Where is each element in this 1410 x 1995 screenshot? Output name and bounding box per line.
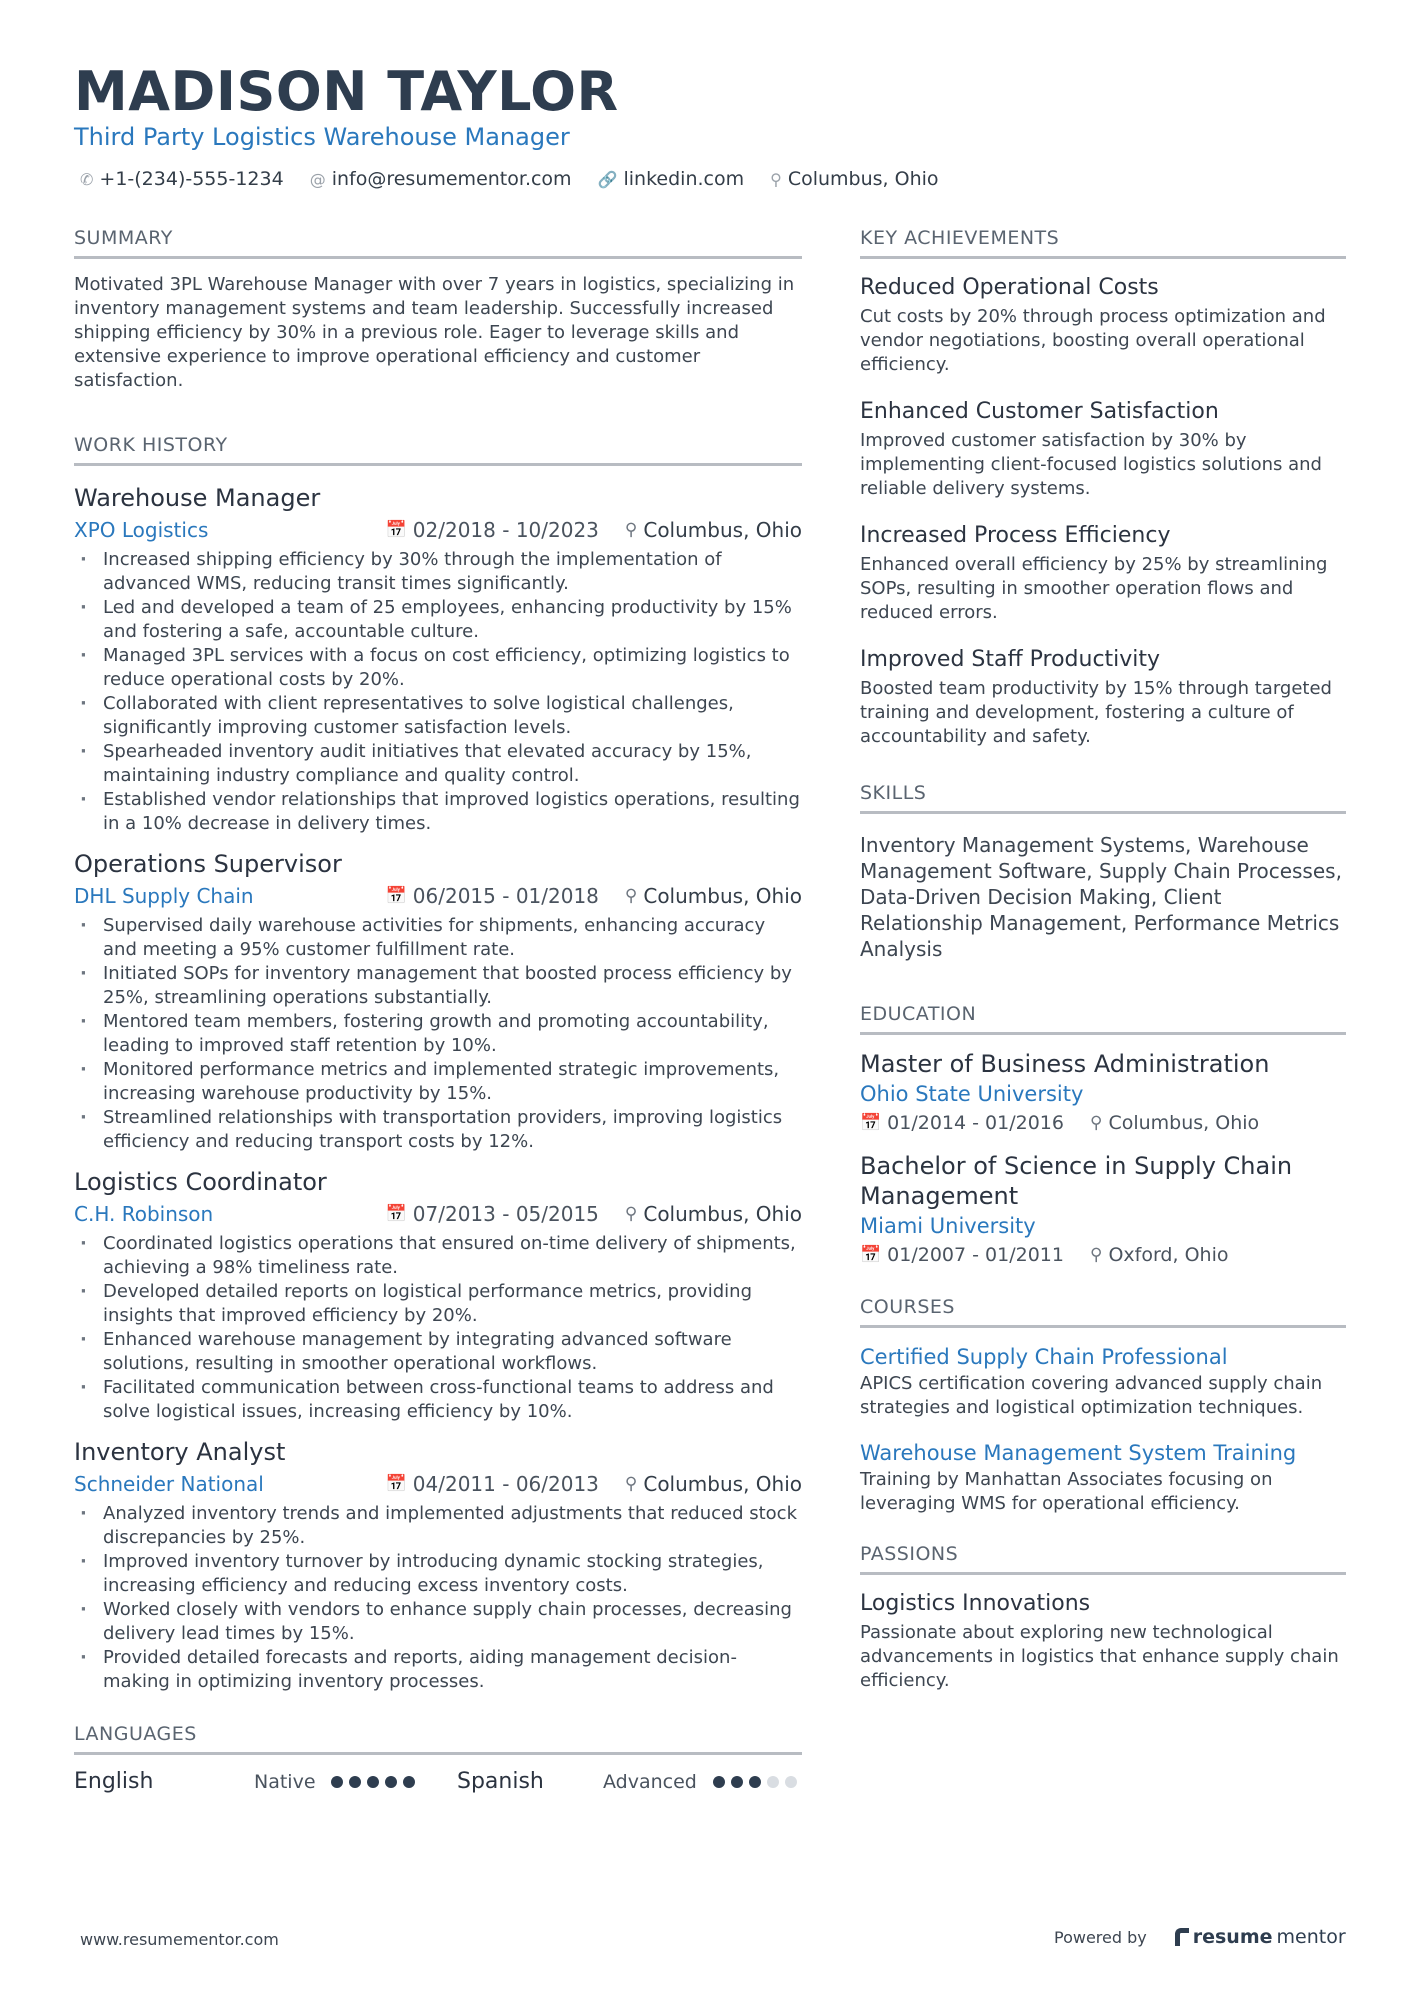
candidate-title: Third Party Logistics Warehouse Manager	[74, 123, 570, 151]
job-bullet: · Mentored team members, fostering growth and promoting accountability, leading to improved staff retention by 10%.	[74, 1010, 802, 1058]
location-pin-icon: ⚲	[1089, 1245, 1103, 1265]
job-title: Warehouse Manager	[74, 484, 321, 512]
job-dates	[386, 1200, 599, 1228]
achievement-item	[860, 645, 1346, 749]
footer-branding	[1054, 1926, 1346, 1948]
job-dates	[386, 882, 599, 910]
course-text: Training by Manhattan Associates focusing on leveraging WMS for operational efficiency.	[860, 1469, 1273, 1514]
job-bullet: · Developed detailed reports on logistical performance metrics, providing insights that improved efficiency by 20%.	[74, 1280, 802, 1328]
rating-dot-empty	[767, 1776, 779, 1788]
job-dates	[386, 516, 599, 544]
rating-dot-filled	[349, 1776, 361, 1788]
location-pin-icon: ⚲	[624, 886, 638, 906]
languages-heading: LANGUAGES	[74, 1722, 802, 1755]
education-meta	[860, 1241, 1346, 1269]
job-location	[625, 1470, 802, 1498]
candidate-name: MADISON TAYLOR	[74, 60, 619, 123]
achievement-text: Enhanced overall efficiency by 25% by streamlining SOPs, resulting in smoother operation flows and reduced errors.	[860, 554, 1328, 623]
passion-item	[860, 1589, 1346, 1693]
job-location-text: Columbus, Ohio	[643, 1472, 802, 1496]
calendar-icon: 📅	[385, 886, 407, 906]
course-item	[860, 1342, 1346, 1420]
phone-text: +1-(234)-555-1234	[99, 168, 284, 190]
job-meta	[74, 882, 802, 910]
achievement-title: Reduced Operational Costs	[860, 275, 1159, 300]
contact-bar	[80, 168, 939, 190]
job-bullet: · Enhanced warehouse management by integrating advanced software solutions, resulting in smoother operational workflows.	[74, 1328, 802, 1376]
job-meta	[74, 1200, 802, 1228]
location-pin-icon: ⚲	[1089, 1113, 1103, 1133]
education-dates-text: 01/2014 - 01/2016	[887, 1112, 1064, 1134]
brand-bold-text: resume	[1192, 1926, 1273, 1948]
education-school: Ohio State University	[860, 1082, 1084, 1106]
passions-section	[860, 1542, 1346, 1693]
passion-title: Logistics Innovations	[860, 1591, 1091, 1616]
job-location	[625, 1200, 802, 1228]
course-text: APICS certification covering advanced supply chain strategies and logistical optimization techniques.	[860, 1373, 1323, 1418]
language-name: Spanish	[457, 1769, 544, 1794]
footer-website[interactable]: www.resumementor.com	[80, 1930, 279, 1949]
achievement-title: Increased Process Efficiency	[860, 523, 1171, 548]
education-dates	[860, 1241, 1064, 1269]
rating-dot-filled	[731, 1776, 743, 1788]
summary-heading: SUMMARY	[74, 226, 802, 259]
rating-dot-filled	[749, 1776, 761, 1788]
location-pin-icon: ⚲	[624, 1474, 638, 1494]
job-location	[625, 516, 802, 544]
at-icon: @	[309, 169, 326, 189]
job-bullets	[74, 1232, 802, 1424]
education-location-text: Oxford, Ohio	[1108, 1244, 1229, 1266]
rating-dot-empty	[785, 1776, 797, 1788]
right-column	[860, 226, 1346, 1713]
powered-by-label: Powered by	[1054, 1927, 1147, 1947]
job-title: Logistics Coordinator	[74, 1168, 327, 1196]
passions-heading: PASSIONS	[860, 1542, 1346, 1575]
courses-heading: COURSES	[860, 1295, 1346, 1328]
job-entry	[74, 1436, 802, 1694]
rating-dot-filled	[713, 1776, 725, 1788]
achievement-title: Enhanced Customer Satisfaction	[860, 399, 1219, 424]
language-name: English	[74, 1769, 154, 1794]
rating-dot-filled	[331, 1776, 343, 1788]
education-location-text: Columbus, Ohio	[1108, 1112, 1260, 1134]
calendar-icon: 📅	[860, 1113, 882, 1133]
achievement-text: Improved customer satisfaction by 30% by implementing client-focused logistics solutions and reliable delivery systems.	[860, 430, 1322, 499]
achievement-item	[860, 273, 1346, 377]
education-dates	[860, 1109, 1064, 1137]
job-location	[625, 882, 802, 910]
achievement-text: Boosted team productivity by 15% through targeted training and development, fostering a culture of accountability and safety.	[860, 678, 1332, 747]
job-bullet: · Managed 3PL services with a focus on cost efficiency, optimizing logistics to reduce operational costs by 20%.	[74, 644, 802, 692]
location-pin-icon: ⚲	[624, 1204, 638, 1224]
rating-dot-filled	[403, 1776, 415, 1788]
work-history-heading: WORK HISTORY	[74, 433, 802, 466]
education-school: Miami University	[860, 1214, 1036, 1238]
job-bullet: · Initiated SOPs for inventory management that boosted process efficiency by 25%, streamlining operations substantially.	[74, 962, 802, 1010]
achievements-section	[860, 226, 1346, 749]
location-pin-icon: ⚲	[770, 169, 782, 189]
course-title: Warehouse Management System Training	[860, 1441, 1297, 1465]
job-bullet: · Provided detailed forecasts and reports, aiding management decision-making in optimizing inventory processes.	[74, 1646, 802, 1694]
email-text: info@resumementor.com	[331, 168, 572, 190]
education-degree: Master of Business Administration	[860, 1050, 1270, 1078]
linkedin-text: linkedin.com	[623, 168, 745, 190]
job-bullet: · Collaborated with client representatives to solve logistical challenges, significantly improving customer satisfaction levels.	[74, 692, 802, 740]
job-location-text: Columbus, Ohio	[643, 518, 802, 542]
education-item	[860, 1151, 1346, 1269]
skills-text: Inventory Management Systems, Warehouse Management Software, Supply Chain Processes, Data-Driven Decision Making, Client Relationship Management, Performance Metrics Analysis	[860, 833, 1342, 961]
left-column	[74, 226, 802, 1794]
language-level: Advanced	[603, 1770, 697, 1793]
job-title: Inventory Analyst	[74, 1438, 286, 1466]
job-bullet: · Spearheaded inventory audit initiatives that elevated accuracy by 15%, maintaining industry compliance and quality control.	[74, 740, 802, 788]
education-location	[1090, 1241, 1228, 1269]
job-title: Operations Supervisor	[74, 850, 342, 878]
job-bullet: · Coordinated logistics operations that ensured on-time delivery of shipments, achieving a 98% timeliness rate.	[74, 1232, 802, 1280]
rating-dot-filled	[385, 1776, 397, 1788]
languages-row	[74, 1769, 802, 1794]
job-location-text: Columbus, Ohio	[643, 884, 802, 908]
contact-linkedin[interactable]	[598, 168, 745, 190]
job-bullet: · Established vendor relationships that improved logistics operations, resulting in a 10% decrease in delivery times.	[74, 788, 802, 836]
job-bullets	[74, 914, 802, 1154]
job-entry	[74, 848, 802, 1154]
job-company: Schneider National	[74, 1472, 264, 1496]
job-bullet: · Facilitated communication between cross-functional teams to address and solve logistical issues, increasing efficiency by 10%.	[74, 1376, 802, 1424]
rating-dot-filled	[367, 1776, 379, 1788]
job-bullets	[74, 1502, 802, 1694]
contact-location	[770, 168, 938, 190]
job-dates	[386, 1470, 599, 1498]
contact-email[interactable]	[310, 168, 572, 190]
achievement-item	[860, 521, 1346, 625]
job-bullet: · Improved inventory turnover by introducing dynamic stocking strategies, increasing efficiency and reducing excess inventory costs.	[74, 1550, 802, 1598]
job-entry	[74, 482, 802, 836]
achievements-heading: KEY ACHIEVEMENTS	[860, 226, 1346, 259]
job-company: XPO Logistics	[74, 518, 209, 542]
calendar-icon: 📅	[385, 520, 407, 540]
courses-section	[860, 1295, 1346, 1516]
job-dates-text: 04/2011 - 06/2013	[412, 1472, 599, 1496]
education-item	[860, 1049, 1346, 1137]
language-rating	[331, 1776, 415, 1788]
job-bullet: · Increased shipping efficiency by 30% through the implementation of advanced WMS, reducing transit times significantly.	[74, 548, 802, 596]
course-item	[860, 1438, 1346, 1516]
job-bullet: · Worked closely with vendors to enhance supply chain processes, decreasing delivery lead times by 15%.	[74, 1598, 802, 1646]
calendar-icon: 📅	[385, 1204, 407, 1224]
job-dates-text: 02/2018 - 10/2023	[412, 518, 599, 542]
job-location-text: Columbus, Ohio	[643, 1202, 802, 1226]
achievement-title: Improved Staff Productivity	[860, 647, 1161, 672]
job-entry	[74, 1166, 802, 1424]
language-level: Native	[254, 1770, 316, 1793]
brand-mark-icon	[1175, 1928, 1189, 1946]
education-degree: Bachelor of Science in Supply Chain Management	[860, 1152, 1293, 1210]
education-heading: EDUCATION	[860, 1002, 1346, 1035]
link-icon: 🔗	[597, 169, 618, 189]
job-company: C.H. Robinson	[74, 1202, 214, 1226]
language-rating	[713, 1776, 797, 1788]
job-meta	[74, 516, 802, 544]
brand-logo[interactable]	[1175, 1926, 1346, 1948]
location-text: Columbus, Ohio	[787, 168, 939, 190]
education-location	[1090, 1109, 1259, 1137]
job-bullet: · Led and developed a team of 25 employees, enhancing productivity by 15% and fostering a safe, accountable culture.	[74, 596, 802, 644]
achievement-text: Cut costs by 20% through process optimization and vendor negotiations, boosting overall operational efficiency.	[860, 306, 1326, 375]
job-dates-text: 06/2015 - 01/2018	[412, 884, 599, 908]
education-dates-text: 01/2007 - 01/2011	[887, 1244, 1064, 1266]
achievement-item	[860, 397, 1346, 501]
job-company: DHL Supply Chain	[74, 884, 254, 908]
education-meta	[860, 1109, 1346, 1137]
job-bullets	[74, 548, 802, 836]
job-dates-text: 07/2013 - 05/2015	[412, 1202, 599, 1226]
education-section	[860, 1002, 1346, 1269]
passion-text: Passionate about exploring new technological advancements in logistics that enhance supply chain efficiency.	[860, 1622, 1339, 1691]
job-meta	[74, 1470, 802, 1498]
summary-section	[74, 226, 802, 393]
job-bullet: · Monitored performance metrics and implemented strategic improvements, increasing warehouse productivity by 15%.	[74, 1058, 802, 1106]
job-bullet: · Supervised daily warehouse activities for shipments, enhancing accuracy and meeting a 95% customer fulfillment rate.	[74, 914, 802, 962]
languages-section	[74, 1722, 802, 1794]
job-bullet: · Analyzed inventory trends and implemented adjustments that reduced stock discrepancies by 25%.	[74, 1502, 802, 1550]
work-history-section	[74, 433, 802, 1694]
phone-icon: ✆	[80, 169, 94, 189]
location-pin-icon: ⚲	[624, 520, 638, 540]
contact-phone[interactable]	[80, 168, 284, 190]
summary-text: Motivated 3PL Warehouse Manager with over 7 years in logistics, specializing in inventory management systems and team leadership. Successfully increased shipping efficiency by 30% in a previous role. Eager to leverage skills and extensive experience to improve operational efficiency and customer satisfaction.	[74, 274, 795, 391]
job-bullet: · Streamlined relationships with transportation providers, improving logistics efficiency and reducing transport costs by 12%.	[74, 1106, 802, 1154]
course-title: Certified Supply Chain Professional	[860, 1345, 1228, 1369]
skills-heading: SKILLS	[860, 781, 1346, 814]
calendar-icon: 📅	[860, 1245, 882, 1265]
brand-light-text: mentor	[1276, 1926, 1346, 1948]
calendar-icon: 📅	[385, 1474, 407, 1494]
skills-section	[860, 781, 1346, 962]
